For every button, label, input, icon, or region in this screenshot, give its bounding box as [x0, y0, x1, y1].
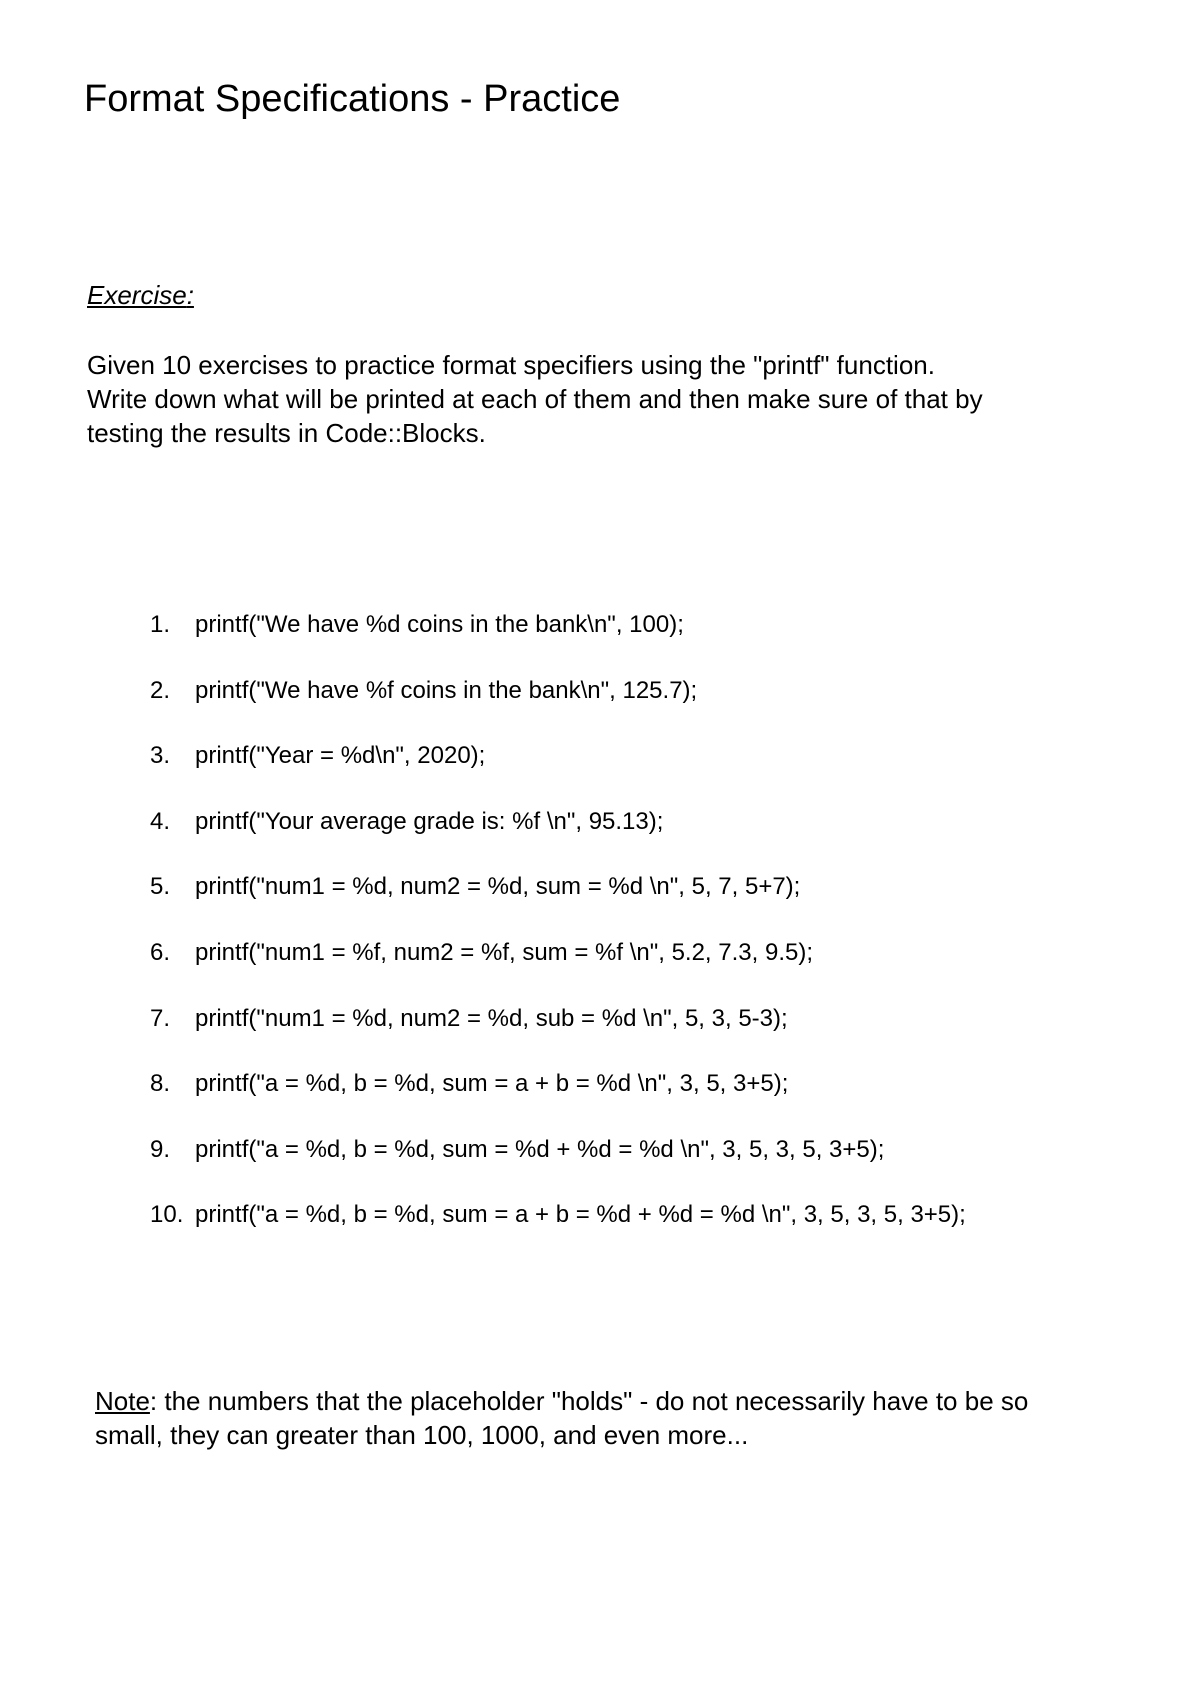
exercise-code: printf("a = %d, b = %d, sum = a + b = %d \n", 3, 5, 3+5);: [195, 1070, 789, 1098]
exercise-heading-colon: :: [186, 280, 194, 310]
exercise-number: 10.: [150, 1201, 184, 1229]
exercise-code: printf("Year = %d\n", 2020);: [195, 742, 486, 770]
note-line: small, they can greater than 100, 1000, and even more...: [95, 1420, 749, 1450]
exercise-item: [150, 807, 966, 873]
exercise-code: printf("We have %f coins in the bank\n", 125.7);: [195, 676, 698, 704]
exercise-item: [150, 1200, 966, 1266]
exercise-heading: [87, 280, 194, 311]
intro-paragraph: [87, 348, 1127, 450]
exercise-number: 8.: [150, 1070, 171, 1098]
exercise-item: [150, 741, 966, 807]
exercise-item: [150, 676, 966, 742]
exercise-number: 4.: [150, 807, 171, 835]
exercise-heading-label: Exercise: [87, 280, 187, 310]
page-title: Format Specifications - Practice: [84, 78, 621, 120]
exercise-number: 3.: [150, 742, 171, 770]
exercise-item: [150, 938, 966, 1004]
exercise-list: [150, 610, 966, 1266]
exercise-number: 1.: [150, 611, 171, 638]
intro-line: testing the results in Code::Blocks.: [87, 418, 486, 448]
exercise-code: printf("We have %d coins in the bank\n", 100);: [195, 611, 684, 638]
exercise-code: printf("num1 = %f, num2 = %f, sum = %f \n", 5.2, 7.3, 9.5);: [195, 938, 813, 966]
note-line: [95, 1384, 1135, 1418]
exercise-item: [150, 872, 966, 938]
exercise-item: [150, 1004, 966, 1070]
exercise-item: [150, 1069, 966, 1135]
exercise-code: printf("num1 = %d, num2 = %d, sub = %d \n", 5, 3, 5-3);: [195, 1004, 788, 1032]
exercise-number: 9.: [150, 1135, 171, 1163]
exercise-item: [150, 1135, 966, 1201]
note-text: : the numbers that the placeholder "holds" - do not necessarily have to be so: [149, 1386, 1029, 1416]
exercise-code: printf("Your average grade is: %f \n", 95.13);: [195, 807, 664, 835]
exercise-number: 2.: [150, 676, 171, 704]
exercise-code: printf("a = %d, b = %d, sum = %d + %d = %d \n", 3, 5, 3, 5, 3+5);: [195, 1135, 885, 1163]
exercise-item: [150, 610, 966, 676]
intro-line: Given 10 exercises to practice format specifiers using the "printf" function.: [87, 350, 935, 380]
exercise-number: 6.: [150, 938, 171, 966]
exercise-number: 5.: [150, 873, 171, 901]
exercise-code: printf("num1 = %d, num2 = %d, sum = %d \n", 5, 7, 5+7);: [195, 873, 801, 901]
exercise-code: printf("a = %d, b = %d, sum = a + b = %d + %d = %d \n", 3, 5, 3, 5, 3+5);: [195, 1201, 966, 1229]
note-paragraph: [95, 1384, 1135, 1452]
exercise-number: 7.: [150, 1004, 171, 1032]
note-label: Note: [95, 1386, 150, 1416]
intro-line: Write down what will be printed at each of them and then make sure of that by: [87, 384, 983, 414]
